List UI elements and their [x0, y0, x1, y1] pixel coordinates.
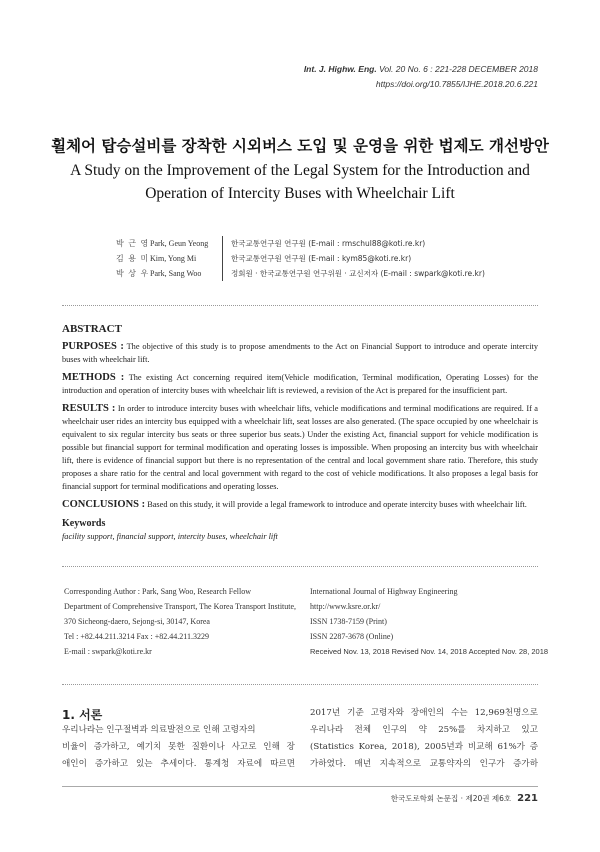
divider [62, 684, 538, 685]
journal-abbrev: Int. J. Highw. Eng. [303, 64, 377, 74]
author-row [116, 251, 485, 266]
dates: Received Nov. 13, 2018 Revised Nov. 14, 2018 Accepted Nov. 28, 2018 [310, 647, 549, 656]
page-number: 221 [517, 793, 538, 804]
author-korean-name: 박 상 우 [116, 269, 150, 278]
author-english-name: Park, Sang Woo [150, 269, 202, 278]
divider [62, 566, 538, 567]
journal-url[interactable]: http://www.ksre.or.kr/ [310, 602, 381, 611]
author-korean-name: 박 근 영 [116, 239, 150, 248]
abstract-conclusions: CONCLUSIONS : Based on this study, it will provide a legal framework to introduce and operate intercity buses with wheelchair lift. [62, 499, 527, 510]
english-title-line1: A Study on the Improvement of the Legal System for the Introduction and [70, 162, 530, 179]
body-right-column: 2017년 기준 고령자와 장애인의 수는 12,969천명으로 우리나라 전체 인구의 약 25%를 차지하고 있고 (Statistics Korea, 2018), 2005년과 비교해 61%가 증 가하였다. 매년 지속적으로 교통약자의 인구가 증가하 [310, 708, 538, 769]
korean-title: 휠체어 탑승설비를 장착한 시외버스 도입 및 운영을 위한 법제도 개선방안 [51, 137, 549, 155]
author-row [116, 266, 485, 281]
author-affiliation: 정회원 · 한국교통연구원 연구위원 · 교신저자 (E-mail : swpark@koti.re.kr) [231, 269, 485, 278]
abstract-methods: METHODS : The existing Act concerning required item(Vehicle modification, Terminal modification, Operating Losses) for the introduction and operation of intercity buses with wheelchair lift is reviewed, a revision of the Act is prepared for the insufficient part. [62, 372, 538, 395]
keywords [62, 517, 538, 543]
journal-info: International Journal of Highway Engineering http://www.ksre.or.kr/ ISSN 1738-7159 (Print) ISSN 2287-3678 (Online) Received Nov. 13, 2018 Revised Nov. 14, 2018 Accepted Nov. 28, 2018 [310, 584, 548, 659]
body-left-column: 우리나라는 인구절벽과 의료발전으로 인해 고령자의 비율이 증가하고, 예기치 못한 질환이나 사고로 인해 장 애인이 증가하고 있는 추세이다. 통계청 자료에 따르면 [62, 725, 295, 769]
page-footer: 한국도로학회 논문집 · 제20권 제6호 221 [390, 793, 538, 804]
author-affiliation: 한국교통연구원 연구원 (E-mail : rmschul88@koti.re.kr) [231, 239, 426, 248]
journal-volume: Vol. 20 No. 6 : 221-228 DECEMBER 2018 [379, 64, 538, 74]
section-title: 1. 서론 [62, 708, 103, 722]
abstract-heading: ABSTRACT [62, 323, 122, 335]
author-affiliation: 한국교통연구원 연구원 (E-mail : kym85@koti.re.kr) [231, 254, 412, 263]
author-row [116, 236, 485, 251]
divider [62, 305, 538, 306]
footer-rule [62, 786, 538, 787]
doi-link[interactable]: https://doi.org/10.7855/IJHE.2018.20.6.221 [375, 79, 538, 89]
abstract-purposes: PURPOSES : The objective of this study is to propose amendments to the Act on Financial Support to introduce and operate intercity buses with wheelchair lift. [62, 341, 539, 364]
abstract [62, 323, 538, 543]
author-korean-name: 김 용 미 [116, 254, 150, 263]
keywords-list: facility support, financial support, intercity buses, wheelchair lift [62, 532, 278, 541]
english-title-line2: Operation of Intercity Buses with Wheelchair Lift [145, 185, 455, 202]
abstract-results: RESULTS : In order to introduce intercity buses with wheelchair lifts, vehicle modifications and terminal modifications are required. If a wheelchair user rides an intercity bus equipped with a wheelchair lift, seat losses are also generated. (The space occupied by one wheelchair is equivalent to six regular intercity bus seats or three superior bus seats.) Under the existing Act, financial support for vehicle modification is possible but financial support for terminal modification and operating losses is impossible. When proposing an intercity bus with wheelchair lift, there is evidence of financial support but there is no representation of the central and local government share ratio. Therefore, this study proposes a share ratio for the central and local government with regard to the cost of vehicle modifications. It also proposes a legal basis for financial support for terminal modifications and operating losses. [62, 403, 538, 491]
corresponding-author: Corresponding Author : Park, Sang Woo, Research Fellow Department of Comprehensive Transport, The Korea Transport Institute, 370 Sicheong-daero, Sejong-si, 30147, Korea Tel : +82.44.211.3214 Fax : +82.44.211.3229 E-mail : swpark@koti.re.kr [64, 587, 297, 656]
author-english-name: Kim, Yong Mi [150, 254, 197, 263]
author-english-name: Park, Geun Yeong [150, 239, 209, 248]
journal-header [304, 62, 538, 92]
author-list [116, 236, 485, 281]
keywords-heading: Keywords [62, 518, 106, 529]
